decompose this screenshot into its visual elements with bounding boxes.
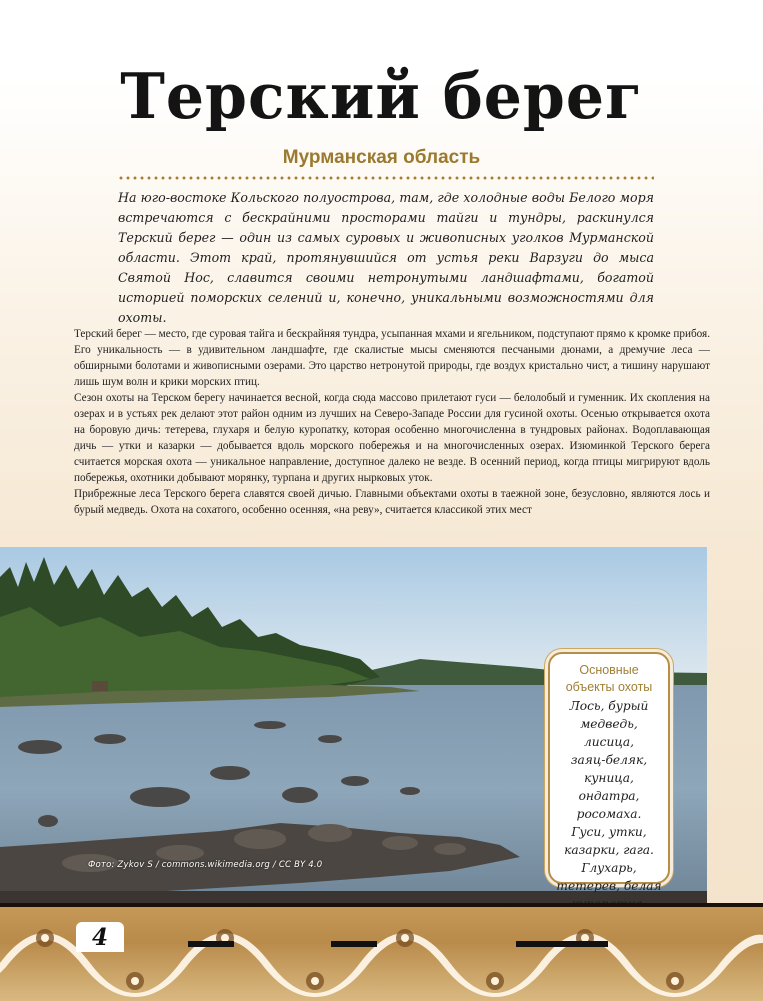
hunting-targets-line: медведь, лисица, [580, 717, 638, 749]
hunting-targets-heading-line-1: Основные [579, 663, 639, 677]
footer-ornament [0, 903, 763, 1001]
page-number: 4 [76, 922, 124, 952]
region-subtitle: Мурманская область [282, 147, 481, 168]
hunting-targets-line: росомаха. [576, 807, 642, 821]
intro-paragraph: На юго-востоке Кольского полуострова, там, где холодные воды Белого моря встречаются с бескрайними просторами тайги и тундры, раскинулся Терский берег — один из самых суровых и живописных уголков Мурманской области. Этот край, протянувшийся от устья реки Варзуги до мыса Святой Нос, славится своими нетронутыми ландшафтами, богатой историей поморских селений и, конечно, уникальными возможностями для охоты. [118, 190, 654, 325]
article-body [74, 326, 710, 518]
footer-bar [188, 941, 234, 947]
hunting-targets-heading [554, 662, 664, 696]
photo-credit: Фото: Zykov S / commons.wikimedia.org / CC BY 4.0 [88, 860, 323, 870]
hunting-targets-line: заяц-беляк, [570, 753, 648, 767]
hunting-targets-list [554, 697, 664, 913]
body-paragraph-1: Терский берег — место, где суровая тайга и бескрайняя тундра, усыпанная мхами и ягельником, подступают прямо к кромке прибоя. Его уникальность — в удивительном ландшафте, где скалистые мысы сменяются песчаными дюнами, а дремучие леса — обширными болотами и живописными озерами. Это царство нетронутой природы, где воздух кристально чист, а тишину нарушают лишь шум волн и крики морских птиц. [74, 328, 710, 388]
hunting-targets-line: Глухарь, [581, 861, 637, 875]
page-title: Терский берег [120, 60, 643, 134]
hunting-targets-line: Лось, бурый [569, 699, 649, 713]
footer-bar [331, 941, 377, 947]
hunting-targets-heading-line-2: объекты охоты [565, 680, 653, 694]
hunting-targets-box [548, 652, 670, 893]
ornament-divider [118, 175, 654, 181]
hunting-targets-line: куница, ондатра, [578, 771, 640, 803]
body-paragraph-2: Сезон охоты на Терском берегу начинается весной, когда сюда массово прилетают гуси — белолобый и гуменник. Их скопления на озерах и в устьях рек делают этот район одним из лучших на Северо-Западе России для гусиной охоты. Осенью открывается охота на боровую дичь: тетерева, глухаря и белую куропатку, которая особенно многочисленна в тундровых районах. Водоплавающая дичь — утки и казарки — добывается вдоль морского побережья и на многочисленных озерах. Изюминкой Терского берега считается морская охота — уникальное направление, доступное далеко не везде. В осенний период, когда птицы мигрируют вдоль побережья, охотники добывают морянку, турпана и других нырковых уток. [74, 392, 710, 484]
footer-top-rule [0, 903, 763, 907]
body-paragraph-3: Прибрежные леса Терского берега славятся своей дичью. Главными объектами охоты в таежной зоне, безусловно, являются лось и бурый медведь. Охота на сохатого, особенно осенняя, «на реву», считается классикой этих мест [74, 488, 710, 516]
hunting-targets-line: казарки, гага. [564, 843, 654, 857]
hunting-targets-line: Гуси, утки, [571, 825, 647, 839]
hunting-targets-line: тетерев, белая [556, 879, 662, 893]
floral-ornament-icon [0, 903, 763, 1001]
footer-bar [516, 941, 608, 947]
